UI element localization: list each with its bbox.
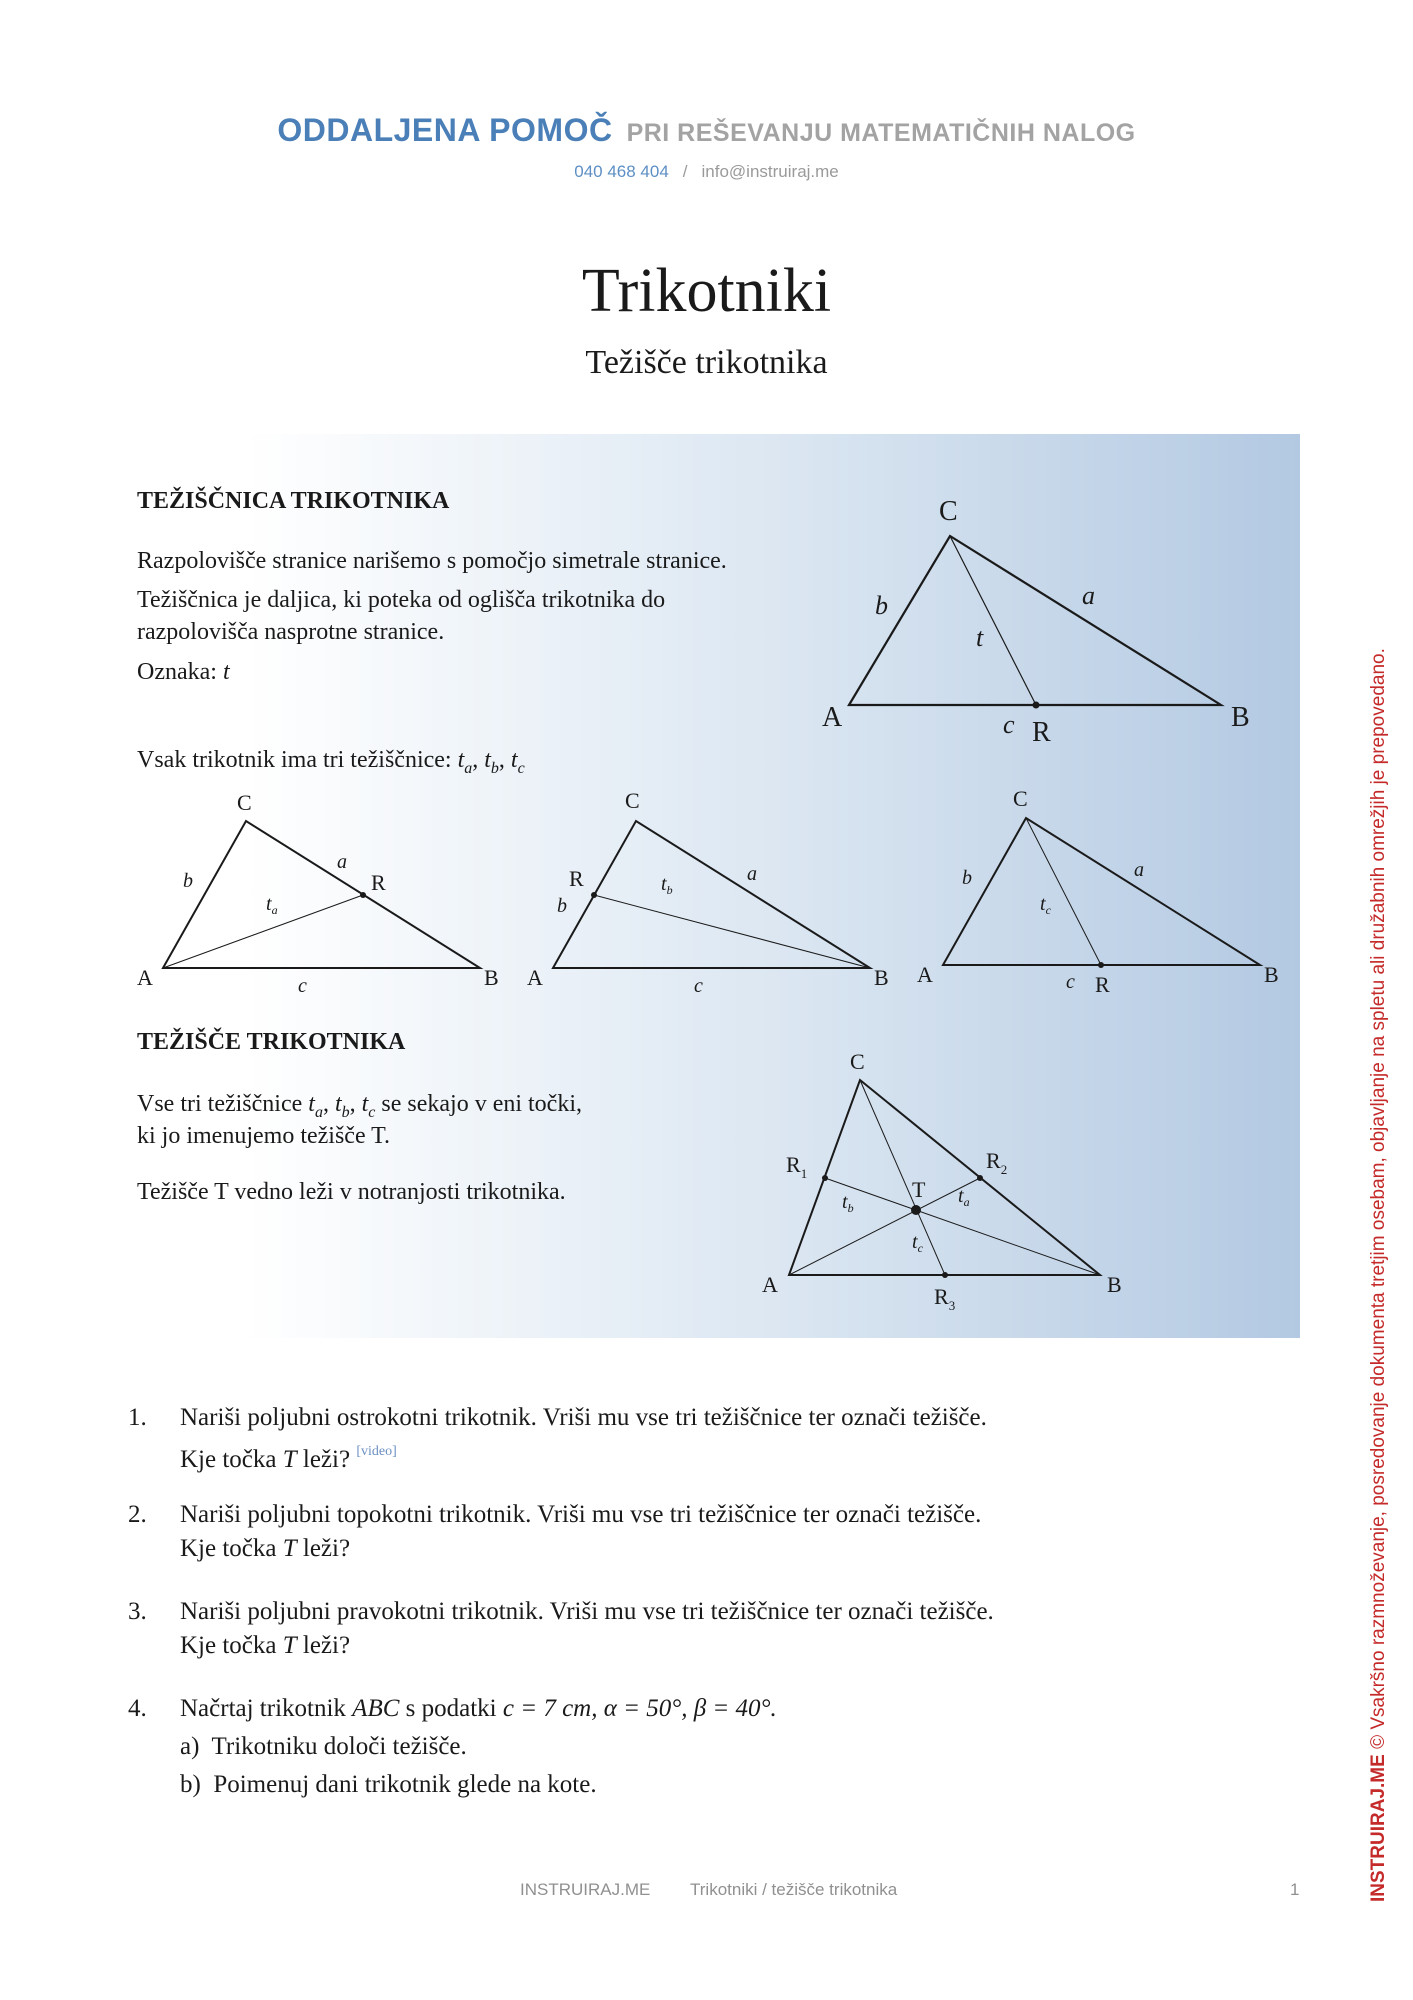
centroid-T [911, 1205, 921, 1215]
section1-heading: TEŽIŠČNICA TRIKOTNIKA [137, 488, 450, 514]
triangle-tb [553, 821, 870, 968]
three-prefix: Vsak trikotnik ima tri težiščnice: [137, 747, 458, 773]
svg-text:b: b [183, 870, 193, 892]
phone-number[interactable]: 040 468 404 [574, 162, 669, 181]
page-title: Trikotniki [581, 257, 832, 325]
t-a-symbol: $t_a$ [457, 747, 473, 777]
footer-brand: INSTRUIRAJ.ME [520, 1880, 651, 1899]
video-link[interactable]: [video] [356, 1444, 397, 1459]
label-t: t [976, 623, 984, 652]
section2-line1: Vse tri težiščnice $t_a$, $t_b$, $t_c$ se sekajo v eni točki, [137, 1091, 583, 1121]
svg-text:a: a [337, 851, 347, 873]
section2-line2: ki jo imenujemo težišče T. [137, 1123, 391, 1149]
exercise-2: Nariši poljubni topokotni trikotnik. Vriši mu vse tri težiščnice ter označi težišče. Kje točka T leži? [180, 1501, 982, 1562]
midpoint-R-tb [591, 892, 597, 898]
svg-text:c: c [1066, 971, 1075, 993]
exercise-2-number: 2. [128, 1501, 147, 1528]
section1-line1: Razpolovišče stranice narišemo s pomočjo simetrale stranice. [137, 548, 727, 574]
t-c-symbol: $t_c$ [510, 747, 525, 777]
svg-text:A: A [527, 965, 543, 990]
label-C: C [939, 496, 958, 527]
centroid-median-c [860, 1080, 945, 1275]
svg-text:a: a [1134, 859, 1144, 881]
contact-separator: / [682, 162, 688, 181]
copyright-brand: INSTRUIRAJ.ME [1368, 1754, 1389, 1902]
centroid-triangle [789, 1080, 1100, 1275]
copyright-note [1368, 648, 1390, 1902]
section1-line3: razpolovišča nasprotne stranice. [137, 619, 445, 645]
svg-text:b: b [962, 867, 972, 889]
svg-text:C: C [850, 1049, 865, 1074]
svg-text:R: R [371, 870, 386, 895]
label-A: A [822, 702, 843, 733]
midpoint-R-tc [1098, 962, 1104, 968]
svg-text:c: c [694, 975, 703, 997]
midpoint-R-ta [360, 892, 366, 898]
section1-line2: Težiščnica je daljica, ki poteka od oglišča trikotnika do [137, 587, 666, 613]
svg-text:ta: $t_a$ [958, 1185, 970, 1209]
svg-text:A: A [137, 965, 153, 990]
svg-text:A: A [917, 962, 933, 987]
copyright-text: © Vsakršno razmnoževanje, posredovanje dokumenta tretjim osebam, objavljanje na spletu ali družabnih omrežjih je prepovedano. [1368, 648, 1389, 1755]
centroid-median-a [789, 1178, 980, 1275]
exercise-4-number: 4. [128, 1695, 147, 1722]
svg-text:tb: $t_b$ [661, 873, 673, 897]
svg-text:A: A [762, 1272, 778, 1297]
exercise-3: Nariši poljubni pravokotni trikotnik. Vriši mu vse tri težiščnice ter označi težišče. Kje točka T leži? [180, 1598, 994, 1659]
midpoint-R2 [977, 1175, 983, 1181]
section2-heading: TEŽIŠČE TRIKOTNIKA [137, 1029, 406, 1055]
subtask-b-label: b) [180, 1771, 201, 1798]
svg-text:C: C [237, 790, 252, 815]
t-b-symbol: $t_b$ [484, 747, 499, 777]
main-median [950, 536, 1036, 705]
svg-text:tc: $t_c$ [1040, 893, 1051, 917]
label-B: B [1231, 702, 1250, 733]
exercise-3-number: 3. [128, 1598, 147, 1625]
label-symbol: t [222, 659, 230, 685]
svg-text:R2: $R_2$ [986, 1148, 1008, 1177]
subtask-a: Trikotniku določi težišče. [211, 1733, 467, 1760]
page-number: 1 [1290, 1880, 1300, 1899]
median-ta [163, 895, 363, 968]
svg-text:tc: $t_c$ [912, 1231, 923, 1255]
svg-text:b: b [557, 895, 567, 917]
page-subtitle: Težišče trikotnika [585, 344, 828, 381]
brand-sub: PRI REŠEVANJU MATEMATIČNIH NALOG [626, 119, 1136, 147]
main-triangle [849, 536, 1221, 705]
triangle-ta [163, 821, 480, 968]
exercise-4: Načrtaj trikotnik ABC s podatki c = 7 cm, α = 50°, β = 40°. a) Trikotniku določi težišče. b) Poimenuj dani trikotnik glede na kote. [180, 1695, 777, 1798]
svg-text:T: T [912, 1177, 926, 1202]
median-tc [1026, 818, 1101, 965]
label-b: b [875, 591, 888, 620]
svg-text:R3: $R_3$ [934, 1284, 956, 1313]
footer-doc-title: Trikotniki / težišče trikotnika [690, 1880, 898, 1899]
label-a: a [1082, 581, 1095, 610]
svg-text:c: c [298, 975, 307, 997]
svg-text:B: B [484, 965, 499, 990]
midpoint-R [1033, 702, 1040, 709]
section1-three-medians: Vsak trikotnik ima tri težiščnice: $t_a$, $t_b$, $t_c$ [137, 747, 525, 777]
label-R: R [1032, 717, 1051, 748]
svg-text:R: R [1095, 972, 1110, 997]
svg-text:B: B [874, 965, 889, 990]
svg-text:C: C [1013, 786, 1028, 811]
email-link[interactable]: info@instruiraj.me [701, 162, 839, 181]
svg-text:C: C [625, 788, 640, 813]
svg-text:tb: $t_b$ [842, 1191, 854, 1215]
subtask-a-label: a) [180, 1733, 200, 1760]
section2-line3: Težišče T vedno leži v notranjosti trikotnika. [137, 1179, 566, 1205]
median-tb [594, 895, 870, 968]
exercise-1-number: 1. [128, 1404, 147, 1431]
brand-main: ODDALJENA POMOČ [277, 112, 613, 148]
svg-text:R: R [569, 866, 584, 891]
label-prefix: Oznaka: [137, 659, 223, 685]
triangle-tc [943, 818, 1260, 965]
midpoint-R3 [942, 1272, 948, 1278]
svg-text:B: B [1264, 962, 1279, 987]
svg-text:R1: $R_1$ [786, 1152, 808, 1181]
midpoint-R1 [822, 1175, 828, 1181]
label-c: c [1003, 710, 1015, 739]
subtask-b: Poimenuj dani trikotnik glede na kote. [213, 1771, 597, 1798]
svg-text:B: B [1107, 1272, 1122, 1297]
svg-text:ta: $t_a$ [266, 893, 278, 917]
svg-text:a: a [747, 863, 757, 885]
exercise-1: Nariši poljubni ostrokotni trikotnik. Vriši mu vse tri težiščnice ter označi težišče. Kje točka T leži? [video] [180, 1404, 987, 1473]
